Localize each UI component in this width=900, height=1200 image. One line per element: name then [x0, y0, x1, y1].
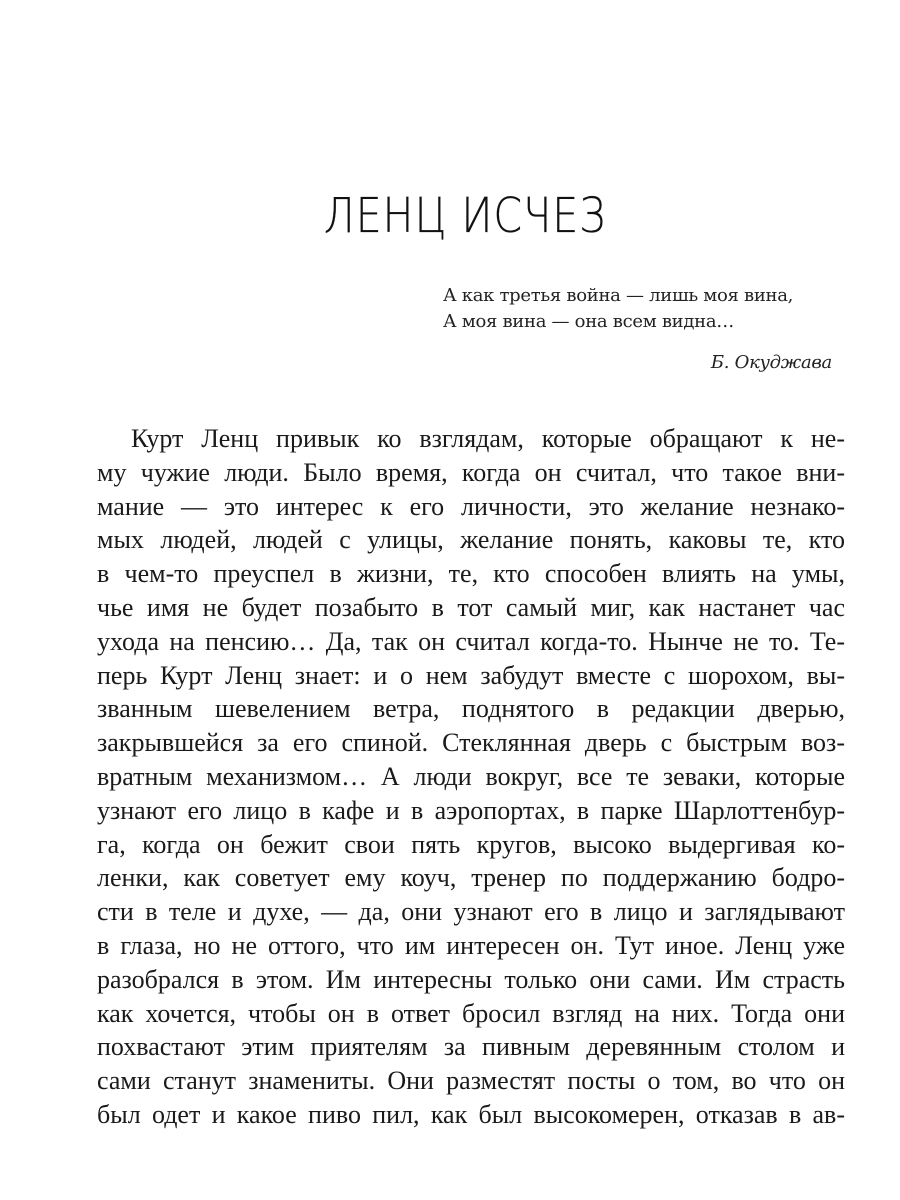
text-line: сами станут знамениты. Они разместят посты о том, во что он	[97, 1066, 845, 1096]
text-line: узнают его лицо в кафе и в аэропортах, в парке Шарлоттенбур-	[97, 795, 845, 825]
epigraph	[443, 283, 838, 335]
body-paragraph	[97, 422, 845, 1132]
chapter-title: ЛЕНЦ ИСЧЕЗ	[323, 188, 607, 244]
text-line: ухода на пенсию… Да, так он считал когда-то. Нынче не то. Те-	[97, 626, 845, 656]
text-line: званным шевелением ветра, поднятого в редакции дверью,	[97, 694, 845, 724]
text-line: мых людей, людей с улицы, желание понять, каковы те, кто	[97, 525, 845, 555]
text-line: разобрался в этом. Им интересны только они сами. Им страсть	[97, 964, 845, 994]
text-line: мание — это интерес к его личности, это желание незнако-	[97, 491, 845, 521]
epigraph-author: Б. Окуджава	[710, 352, 832, 373]
text-line: му чужие люди. Было время, когда он считал, что такое вни-	[97, 457, 845, 487]
text-line: перь Курт Ленц знает: и о нем забудут вместе с шорохом, вы-	[97, 660, 845, 690]
text-line: чье имя не будет позабыто в тот самый миг, как настанет час	[97, 592, 845, 622]
text-line: как хочется, чтобы он в ответ бросил взгляд на них. Тогда они	[97, 998, 845, 1028]
text-line: вратным механизмом… А люди вокруг, все те зеваки, которые	[97, 761, 845, 791]
text-line: был одет и какое пиво пил, как был высокомерен, отказав в ав-	[97, 1099, 845, 1129]
epigraph-line: А как третья война — лишь моя вина,	[443, 285, 794, 306]
text-line: ленки, как советует ему коуч, тренер по поддержанию бодро-	[97, 863, 845, 893]
text-line: сти в теле и духе, — да, они узнают его в лицо и заглядывают	[97, 897, 845, 927]
text-line: в чем-то преуспел в жизни, те, кто способен влиять на умы,	[97, 559, 845, 589]
text-line: в глаза, но не оттого, что им интересен он. Тут иное. Ленц уже	[97, 930, 845, 960]
text-line: га, когда он бежит свои пять кругов, высоко выдергивая ко-	[97, 829, 845, 859]
text-line: Курт Ленц привык ко взглядам, которые обращают к не-	[131, 424, 845, 453]
epigraph-line: А моя вина — она всем видна…	[443, 311, 734, 332]
text-line: похвастают этим приятелям за пивным деревянным столом и	[97, 1032, 845, 1062]
text-line: закрывшейся за его спиной. Стеклянная дверь с быстрым воз-	[97, 728, 845, 758]
